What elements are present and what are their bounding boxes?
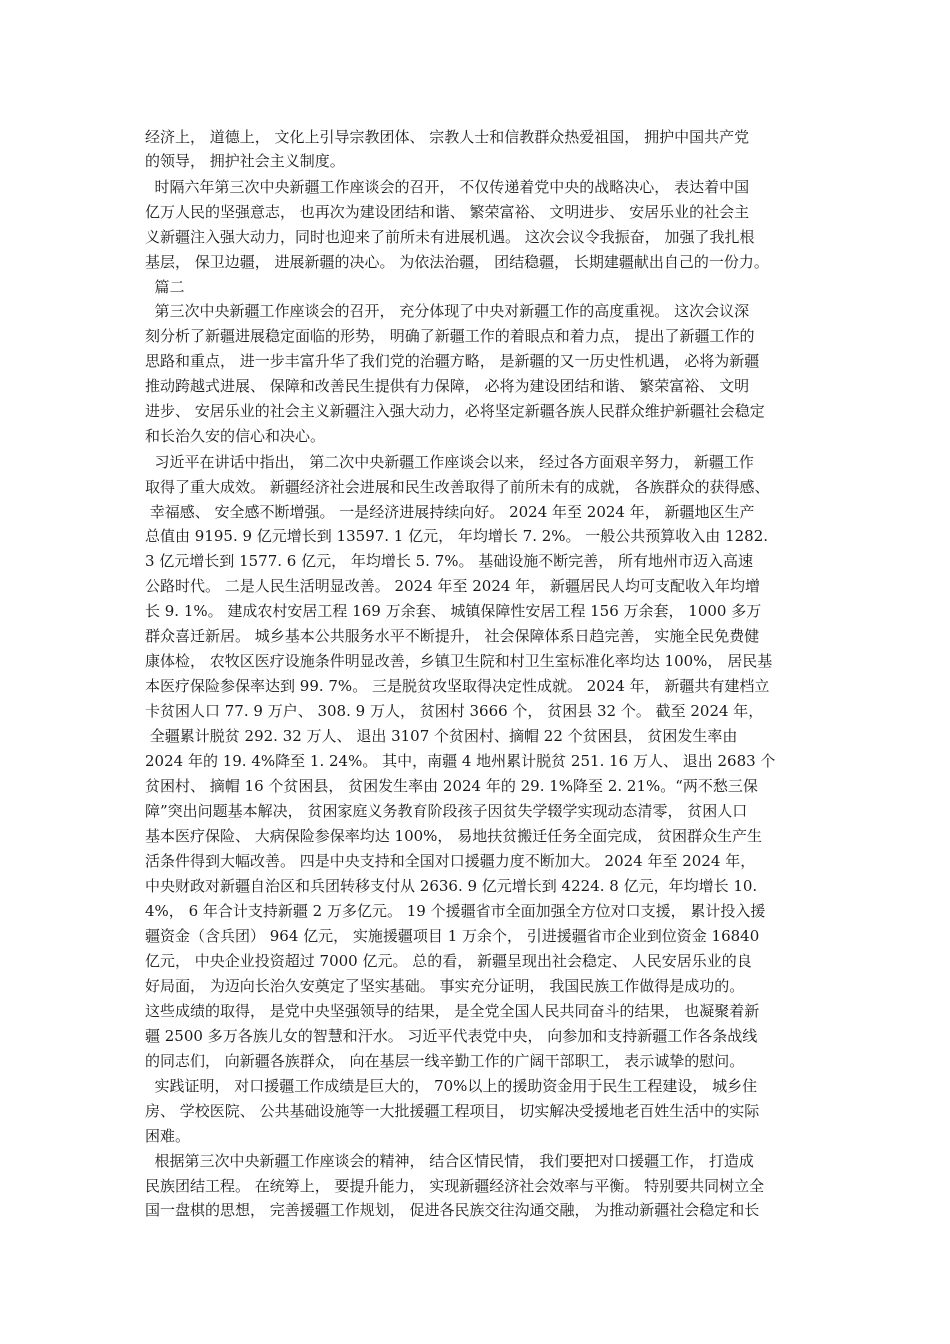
text-line: 亿万人民的坚强意志， 也再次为建设团结和谐、 繁荣富裕、 文明进步、 安居乐业的社会主 xyxy=(145,203,750,221)
text-line: 亿元， 中央企业投资超过 7000 亿元。 总的看， 新疆呈现出社会稳定、 人民安居乐业的良 xyxy=(145,952,752,970)
text-line: 中央财政对新疆自治区和兵团转移支付从 2636. 9 亿元增长到 4224. 8 亿元，年均增长 10. xyxy=(145,877,758,895)
text-line: 公路时代。 二是人民生活明显改善。 2024 年至 2024 年， 新疆居民人均可支配收入年均增 xyxy=(145,577,760,595)
text-line: 义新疆注入强大动力，同时也迎来了前所未有进展机遇。 这次会议令我振奋， 加强了我扎根 xyxy=(145,228,755,246)
text-line: 本医疗保险参保率达到 99. 7%。 三是脱贫攻坚取得决定性成就。 2024 年， 新疆共有建档立 xyxy=(145,677,770,695)
text-line: 基层， 保卫边疆， 进展新疆的决心。 为依法治疆， 团结稳疆， 长期建疆献出自己的一份力。 xyxy=(145,253,769,271)
text-line: 4%， 6 年合计支持新疆 2 万多亿元。 19 个援疆省市全面加强全方位对口支援， 累计投入援 xyxy=(145,902,766,920)
text-line: 取得了重大成效。 新疆经济社会进展和民生改善取得了前所未有的成就， 各族群众的获得感、 xyxy=(145,478,770,496)
text-line: 和长治久安的信心和决心。 xyxy=(145,427,326,445)
text-line: 的领导， 拥护社会主义制度。 xyxy=(145,152,345,170)
text-line: 基本医疗保险、 大病保险参保率均达 100%， 易地扶贫搬迁任务全面完成， 贫困群众生产生 xyxy=(145,827,762,845)
text-line: 总值由 9195. 9 亿元增长到 13597. 1 亿元， 年均增长 7. 2%。 一般公共预算收入由 1282. xyxy=(145,527,769,545)
text-line: 进步、 安居乐业的社会主义新疆注入强大动力，必将坚定新疆各族人民群众维护新疆社会稳定 xyxy=(145,402,765,420)
text-line: 这些成绩的取得， 是党中央坚强领导的结果， 是全党全国人民共同奋斗的结果， 也凝聚着新 xyxy=(145,1002,760,1020)
text-line: 长 9. 1%。 建成农村安居工程 169 万余套、 城镇保障性安居工程 156 万余套， 1000 多万 xyxy=(145,602,762,620)
text-line: 困难。 xyxy=(145,1127,191,1145)
text-line: 经济上， 道德上， 文化上引导宗教团体、 宗教人士和信教群众热爱祖国， 拥护中国共产党 xyxy=(145,128,750,146)
section-heading: 篇二 xyxy=(145,278,185,296)
text-line: 国一盘棋的思想， 完善援疆工作规划， 促进各民族交往沟通交融， 为推动新疆社会稳定和长 xyxy=(145,1201,760,1219)
text-line: 活条件得到大幅改善。 四是中央支持和全国对口援疆力度不断加大。 2024 年至 2024 年， xyxy=(145,852,756,870)
text-line: 时隔六年第三次中央新疆工作座谈会的召开， 不仅传递着党中央的战略决心， 表达着中国 xyxy=(145,178,750,196)
text-line: 民族团结工程。 在统筹上， 要提升能力， 实现新疆经济社会效率与平衡。 特别要共同树立全 xyxy=(145,1177,765,1195)
text-line: 根据第三次中央新疆工作座谈会的精神， 结合区情民情， 我们要把对口援疆工作， 打造成 xyxy=(145,1152,754,1170)
text-line: 实践证明， 对口援疆工作成绩是巨大的， 70%以上的援助资金用于民生工程建设， 城乡住 xyxy=(145,1077,758,1095)
text-line: 习近平在讲话中指出， 第二次中央新疆工作座谈会以来， 经过各方面艰辛努力， 新疆工作 xyxy=(145,453,754,471)
text-line: 群众喜迁新居。 城乡基本公共服务水平不断提升， 社会保障体系日趋完善， 实施全民免费健 xyxy=(145,627,760,645)
text-line: 刻分析了新疆进展稳定面临的形势， 明确了新疆工作的着眼点和着力点， 提出了新疆工作的 xyxy=(145,327,755,345)
text-line: 幸福感、 安全感不断增强。 一是经济进展持续向好。 2024 年至 2024 年， 新疆地区生产 xyxy=(145,503,755,521)
text-line: 卡贫困人口 77. 9 万户、 308. 9 万人， 贫困村 3666 个， 贫困县 32 个。 截至 2024 年， xyxy=(145,702,764,720)
text-line: 疆 2500 多万各族儿女的智慧和汗水。 习近平代表党中央， 向参加和支持新疆工作各条战线 xyxy=(145,1027,758,1045)
text-line: 全疆累计脱贫 292. 32 万人、 退出 3107 个贫困村、摘帽 22 个贫困县， 贫困发生率由 xyxy=(145,727,738,745)
text-line: 推动跨越式进展、 保障和改善民生提供有力保障， 必将为建设团结和谐、 繁荣富裕、 文明 xyxy=(145,377,750,395)
text-line: 房、 学校医院、 公共基础设施等一大批援疆工程项目， 切实解决受援地老百姓生活中的实际 xyxy=(145,1102,760,1120)
text-line: 疆资金（含兵团） 964 亿元， 实施援疆项目 1 万余个， 引进援疆省市企业到位资金 16840 xyxy=(145,927,760,945)
text-line: 的同志们， 向新疆各族群众， 向在基层一线辛勤工作的广阔干部职工， 表示诚挚的慰问。 xyxy=(145,1052,745,1070)
text-line: 贫困村、 摘帽 16 个贫困县， 贫困发生率由 2024 年的 29. 1%降至 2. 21%。“两不愁三保 xyxy=(145,777,758,795)
text-line: 第三次中央新疆工作座谈会的召开， 充分体现了中央对新疆工作的高度重视。 这次会议深 xyxy=(145,302,750,320)
text-line: 思路和重点， 进一步丰富升华了我们党的治疆方略， 是新疆的又一历史性机遇， 必将为新疆 xyxy=(145,352,760,370)
text-line: 好局面， 为迈向长治久安奠定了坚实基础。 事实充分证明， 我国民族工作做得是成功的。 xyxy=(145,977,745,995)
text-line: 康体检， 农牧区医疗设施条件明显改善，乡镇卫生院和村卫生室标准化率均达 100%， 居民基 xyxy=(145,652,773,670)
text-line: 障”突出问题基本解决， 贫困家庭义务教育阶段孩子因贫失学辍学实现动态清零， 贫困人口 xyxy=(145,802,748,820)
text-line: 3 亿元增长到 1577. 6 亿元， 年均增长 5. 7%。 基础设施不断完善， 所有地州市迈入高速 xyxy=(145,552,754,570)
text-line: 2024 年的 19. 4%降至 1. 24%。 其中，南疆 4 地州累计脱贫 251. 16 万人、 退出 2683 个 xyxy=(145,752,776,770)
